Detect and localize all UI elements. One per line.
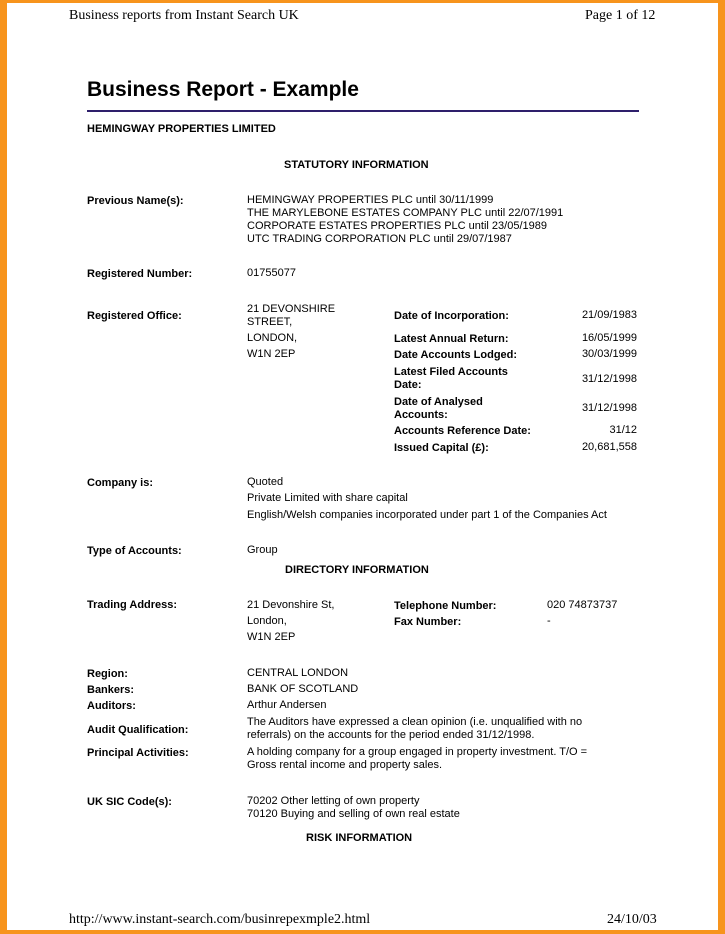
auditors-label: Auditors: xyxy=(87,700,136,712)
address-line: LONDON, xyxy=(247,332,298,344)
date-of-incorporation-label: Date of Incorporation: xyxy=(394,310,509,322)
page-title: Business Report - Example xyxy=(87,78,359,101)
address-line: STREET, xyxy=(247,316,293,328)
previous-names-label: Previous Name(s): xyxy=(87,195,184,207)
fax-label: Fax Number: xyxy=(394,616,462,628)
address-line: W1N 2EP xyxy=(247,348,296,360)
trading-address-line: London, xyxy=(247,615,287,627)
previous-names-list xyxy=(247,194,563,246)
latest-annual-return-label: Latest Annual Return: xyxy=(394,333,509,345)
registered-office-label: Registered Office: xyxy=(87,310,182,322)
type-of-accounts: Group xyxy=(247,544,278,556)
audit-qualification-line: The Auditors have expressed a clean opinion (i.e. unqualified with no xyxy=(247,716,583,728)
principal-activities-line: A holding company for a group engaged in property investment. T/O = xyxy=(247,746,588,758)
sic-code: 70202 Other letting of own property xyxy=(247,795,420,807)
audit-qualification-label: Audit Qualification: xyxy=(87,724,189,736)
risk-heading: RISK INFORMATION xyxy=(306,832,413,844)
company-status: Quoted xyxy=(247,476,284,488)
company-is-label: Company is: xyxy=(87,477,154,489)
accounts-reference-date: 31/12 xyxy=(609,424,637,436)
registered-number: 01755077 xyxy=(247,267,296,279)
print-header-title: Business reports from Instant Search UK xyxy=(69,8,299,23)
sic-codes-label: UK SIC Code(s): xyxy=(87,796,172,808)
print-footer-url[interactable]: http://www.instant-search.com/businrepexmple2.html xyxy=(69,912,371,927)
statutory-heading: STATUTORY INFORMATION xyxy=(284,159,429,171)
latest-filed-accounts-date-label: Latest Filed Accounts Date: xyxy=(394,366,508,391)
latest-annual-return: 16/05/1999 xyxy=(581,332,637,344)
previous-name: THE MARYLEBONE ESTATES COMPANY PLC until 22/07/1991 xyxy=(247,207,564,219)
fax-number: - xyxy=(547,615,551,627)
address-line: 21 DEVONSHIRE xyxy=(247,303,336,315)
issued-capital: 20,681,558 xyxy=(581,441,637,453)
directory-heading: DIRECTORY INFORMATION xyxy=(285,564,429,576)
region-label: Region: xyxy=(87,668,128,680)
company-type: Private Limited with share capital xyxy=(247,492,408,504)
date-accounts-lodged-label: Date Accounts Lodged: xyxy=(394,349,518,361)
type-of-accounts-label: Type of Accounts: xyxy=(87,545,182,557)
date-accounts-lodged: 30/03/1999 xyxy=(581,348,637,360)
previous-name: CORPORATE ESTATES PROPERTIES PLC until 23/05/1989 xyxy=(247,220,547,232)
bankers-label: Bankers: xyxy=(87,684,135,696)
print-footer-date: 24/10/03 xyxy=(607,912,657,927)
registered-number-label: Registered Number: xyxy=(87,268,193,280)
issued-capital-label: Issued Capital (£): xyxy=(394,442,489,454)
sic-codes xyxy=(247,795,460,821)
previous-name: HEMINGWAY PROPERTIES PLC until 30/11/1999 xyxy=(247,194,494,206)
trading-address-label: Trading Address: xyxy=(87,599,178,611)
trading-address-line: 21 Devonshire St, xyxy=(247,599,335,611)
date-of-analysed-accounts: 31/12/1998 xyxy=(581,402,637,414)
accounts-reference-date-label: Accounts Reference Date: xyxy=(394,425,531,437)
date-of-analysed-accounts-label: Date of Analysed Accounts: xyxy=(394,396,483,421)
print-header-page-number: Page 1 of 12 xyxy=(585,8,656,23)
principal-activities xyxy=(247,746,587,772)
bankers: BANK OF SCOTLAND xyxy=(247,683,359,695)
trading-address-line: W1N 2EP xyxy=(247,631,296,643)
telephone-number: 020 74873737 xyxy=(547,599,618,611)
date-of-incorporation: 21/09/1983 xyxy=(581,309,637,321)
latest-filed-accounts-date: 31/12/1998 xyxy=(581,373,637,385)
principal-activities-line: Gross rental income and property sales. xyxy=(247,759,443,771)
sic-code: 70120 Buying and selling of own real estate xyxy=(247,808,460,820)
region: CENTRAL LONDON xyxy=(247,667,349,679)
registered-office-address xyxy=(247,303,335,329)
previous-name: UTC TRADING CORPORATION PLC until 29/07/1987 xyxy=(247,233,512,245)
report-page xyxy=(7,3,718,930)
auditors: Arthur Andersen xyxy=(247,699,327,711)
company-name: HEMINGWAY PROPERTIES LIMITED xyxy=(87,123,276,135)
principal-activities-label: Principal Activities: xyxy=(87,747,189,759)
company-incorporation: English/Welsh companies incorporated under part 1 of the Companies Act xyxy=(247,509,607,521)
telephone-label: Telephone Number: xyxy=(394,600,497,612)
title-divider xyxy=(87,110,639,112)
audit-qualification-line: referrals) on the accounts for the period ended 31/12/1998. xyxy=(247,729,535,741)
audit-qualification xyxy=(247,716,582,742)
